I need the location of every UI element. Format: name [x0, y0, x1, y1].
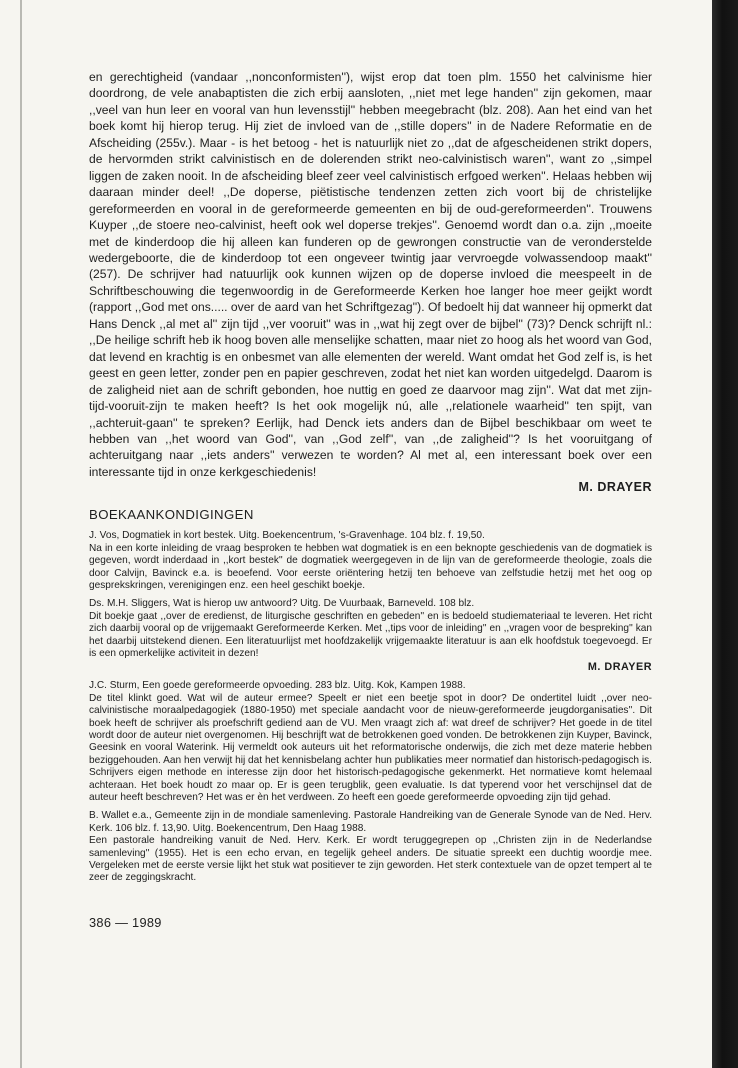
announcement-body: Dit boekje gaat ,,over de eredienst, de liturgische geschriften en gebeden'' en is bedoeld studiemateriaal te leveren. Het richt zich daarbij vooral op de vrijgemaakt Gereformeerde Kerken. Met ,,tips voor de inleiding'' en ,,vragen voor de bespreking'' kan het daarbij uitstekend dienen. Een literatuurlijst met hoofdzakelijk vrijgemaakte literatuur is aan elk hoofdstuk toegevoegd. Er is een opmerkelijke activiteit in dezen!	[89, 610, 652, 659]
announcement-item	[89, 680, 652, 804]
announcement-title: J.C. Sturm, Een goede gereformeerde opvoeding. 283 blz. Uitg. Kok, Kampen 1988.	[89, 680, 466, 692]
book-review	[89, 69, 652, 495]
announcement-item	[89, 598, 652, 675]
page-left-rule	[20, 0, 22, 1068]
page-number: 386 — 1989	[89, 914, 162, 930]
announcement-body: Na in een korte inleiding de vraag besproken te hebben wat dogmatiek is en een beknopte geschiedenis van de dogmatiek is gegeven, wordt inderdaad in ,,kort bestek'' de dogmatiek weergegeven in de lijn van de gereformeerde theologie, zoals die door Calvijn, Bavinck e.a. is beoefend. Voor eerste oriëntering hetzij ten behoeve van zelfstudie hetzij met het oog op gesprekskringen, verenigingen enz. een heel geschikt boekje.	[89, 542, 652, 591]
announcement-item	[89, 530, 652, 592]
review-paragraph: en gerechtigheid (vandaar ,,nonconformisten''), wijst erop dat toen plm. 1550 het calvinisme hier doordrong, de vele anabaptisten die zich erbij aansloten, ,,niet met lege handen'' zijn gekomen, maar ,,veel van hun leer en vooral van hun levensstijl'' hebben meegebracht (blz. 208). Aan het eind van het boek komt hij hierop terug. Hij ziet de invloed van de ,,stille dopers'' in de Nadere Reformatie en de Afscheiding (255v.). Maar - is het betoog - het is natuurlijk niet zo ,,dat de afgescheidenen strikt dopers, de hervormden strikt calvinistisch en de dolerenden strikt neo-calvinistisch waren'', want zo ,,simpel liggen de zaken nooit. In de afscheiding bleef zeer veel calvinistisch erfgoed werken''. Helaas hebben wij daaraan minder deel! ,,De doperse, piëtistische tendenzen zetten zich voort bij de christelijke gereformeerden en vooral in de gereformeerde gemeenten en bij de oud-gereformeerden''. Trouwens Kuyper ,,de stoere neo-calvinist, heeft ook wel doperse trekjes''. Genoemd wordt dan o.a. zijn ,,moeite met de kinderdoop die hij alleen kan funderen op de gewrongen constructie van de veronderstelde wedergeboorte, die de kinderdoop tot een ongeveer twintig jaar vervroegde volwassendoop maakt'' (257). De schrijver had natuurlijk ook kunnen wijzen op de doperse invloed die meespeelt in de Schriftbeschouwing die tegenwoordig in de Gereformeerde Kerken hoe langer hoe meer geijkt wordt (rapport ,,God met ons..... over de aard van het Schriftgezag''). Of bedoelt hij dat wanneer hij opmerkt dat Hans Denck ,,al met al'' zijn tijd ,,ver vooruit'' was in ,,wat hij zegt over de bijbel'' (73)? Denck schrijft nl.: ,,De heilige schrift heb ik hoog boven alle menselijke schatten, maar niet zo hoog als het woord van God, dat levend en krachtig is en onbesmet van alle elementen der wereld. Want omdat het God zelf is, is het geest en geen letter, zonder pen en papier geschreven, zodat het niet kan worden uitgedelgd. Daarom is de zaligheid niet aan de schrift gebonden, hoe nuttig en goed ze daarvoor mag zijn''. Wat dat met zijn-tijd-vooruit-zijn te maken heeft? Is het ook mogelijk nú, alle ,,relationele waarheid'' ten spijt, van ,,achteruit-gaan'' te spreken? Eerlijk, had Denck iets anders dan de Bijbel beschikbaar om weet te hebben van ,,het woord van God'', van ,,God zelf'', van ,,de zaligheid''? Is het vooruitgang of achteruitgang naar ,,iets anders'' verwezen te worden? Al met al, een interessant boek over een interessante tijd in onze kerkgeschiedenis!	[89, 70, 652, 479]
scan-right-edge	[712, 0, 738, 1068]
announcement-title: J. Vos, Dogmatiek in kort bestek. Uitg. Boekencentrum, 's-Gravenhage. 104 blz. f. 19,50.	[89, 530, 485, 542]
text-column	[89, 69, 652, 930]
announcement-signature: M. DRAYER	[587, 661, 652, 674]
announcement-body: De titel klinkt goed. Wat wil de auteur ermee? Speelt er niet een beetje spot in door? De ondertitel luidt ,,over neo-calvinistische moraalpedagogiek (1880-1950) met speciale aandacht voor de nieuw-gereformeerde jeugdorganisaties''. Dit boek heeft de schrijver als proefschrift gediend aan de VU. Men vraagt zich af: wat dreef de schrijver? Het goede in de titel wordt door de auteur niet overgenomen. Hij beschrijft wat de betrokkenen goed vonden. De betrokkenen zijn Kuyper, Bavinck, Geesink en vooral Waterink. Hij vermeldt ook auteurs uit het reformatorische onderwijs, die zich met deze materie hebben beziggehouden. Aan hen verwijt hij dat het kennisbelang achter hun publikaties meer normatief dan historisch-pedagogisch is. Schrijvers eigen methode en interesse zijn door het historisch-pedagogische gekenmerkt. Het normatieve komt helemaal achteraan. Het boek houdt zo maar op. Er is geen terugblik, geen evaluatie. Is dat typerend voor het verschijnsel dat de auteur heeft beschreven? Het was er èn het verdween. Zo heeft een goede gereformeerde opvoeding zijn tijd gehad.	[89, 692, 652, 804]
review-signature: M. DRAYER	[578, 480, 652, 495]
announcement-title: Ds. M.H. Sliggers, Wat is hierop uw antwoord? Uitg. De Vuurbaak, Barneveld. 108 blz.	[89, 598, 475, 610]
announcement-body: Een pastorale handreiking vanuit de Ned. Herv. Kerk. Er wordt teruggegrepen op ,,Christen zijn in de Nederlandse samenleving'' (1955). Het is een echo ervan, en tegelijk geheel anders. De situatie spreekt een duchtig woordje mee. Vergeleken met de eerste versie lijkt het stuk wat positiever te zijn geworden. Het sterk contextuele van de opzet tempert al te zeer de zeggingskracht.	[89, 835, 652, 884]
section-heading: BOEKAANKONDIGINGEN	[89, 507, 254, 523]
announcement-title: B. Wallet e.a., Gemeente zijn in de mondiale samenleving. Pastorale Handreiking van de Generale Synode van de Ned. Herv. Kerk. 106 blz. f. 13,90. Uitg. Boekencentrum, Den Haag 1988.	[89, 810, 652, 834]
announcement-item	[89, 810, 652, 884]
